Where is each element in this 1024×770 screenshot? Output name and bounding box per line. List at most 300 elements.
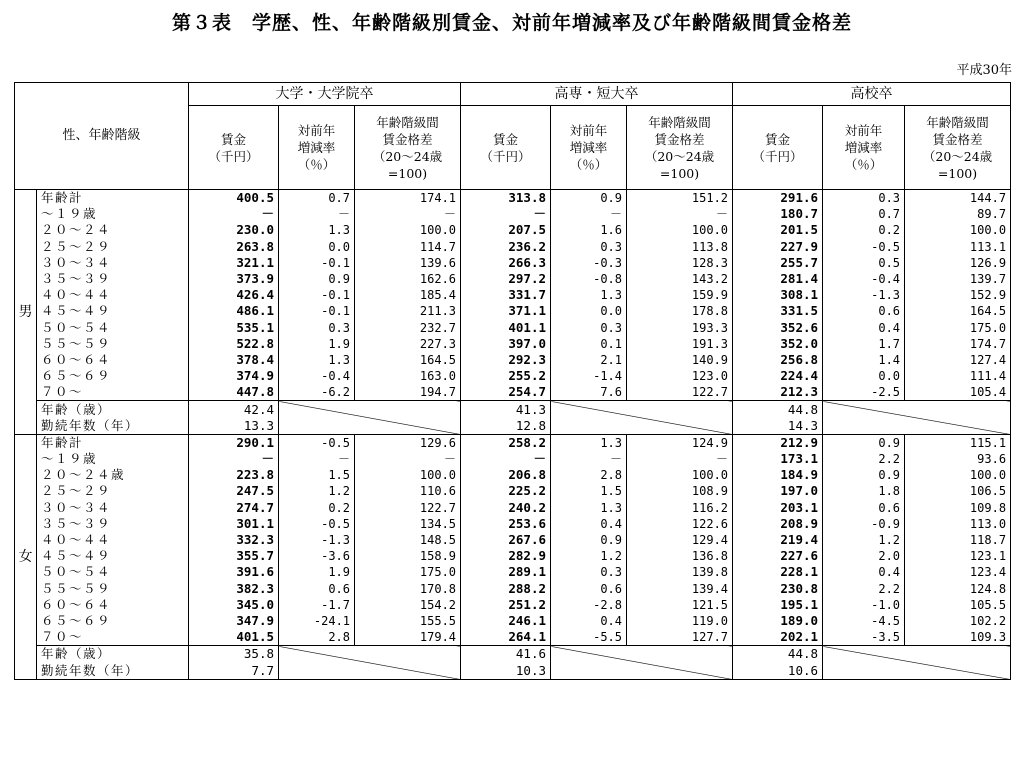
age-value: 41.3 (461, 401, 551, 418)
table-cell: -3.6 (279, 548, 355, 564)
sex-label: 男 (15, 190, 37, 435)
table-row (15, 548, 1011, 564)
table-cell: -0.1 (279, 303, 355, 319)
table-cell: -0.9 (823, 516, 905, 532)
table-cell: 202.1 (733, 629, 823, 646)
diagonal-empty-cell (551, 401, 733, 434)
table-cell: 100.0 (627, 222, 733, 238)
table-cell: -0.1 (279, 287, 355, 303)
age-group-label: ３５～３９ (37, 516, 189, 532)
header-line: 対前年 (297, 123, 336, 138)
age-group-label: ７０～ (37, 384, 189, 401)
table-cell: 225.2 (461, 483, 551, 499)
table-cell: 159.9 (627, 287, 733, 303)
sex-label: 女 (15, 434, 37, 679)
table-cell: -2.8 (551, 597, 627, 613)
table-cell: 247.5 (189, 483, 279, 499)
table-cell: － (279, 206, 355, 222)
table-cell: 0.9 (551, 190, 627, 207)
table-row (15, 564, 1011, 580)
table-cell: 151.2 (627, 190, 733, 207)
table-cell: 111.4 (905, 368, 1011, 384)
header-line: 年齢階級間 (926, 114, 989, 130)
average-age-row (15, 401, 1011, 418)
table-cell: -1.7 (279, 597, 355, 613)
table-row (15, 206, 1011, 222)
table-cell: 0.4 (823, 320, 905, 336)
table-cell: 321.1 (189, 255, 279, 271)
table-cell: 206.8 (461, 467, 551, 483)
age-group-label: ４０～４４ (37, 287, 189, 303)
header-line: 増減率 (569, 140, 608, 155)
table-cell: 292.3 (461, 352, 551, 368)
group-header-university: 大学・大学院卒 (189, 83, 461, 106)
table-cell: 355.7 (189, 548, 279, 564)
table-cell: 127.4 (905, 352, 1011, 368)
table-cell: 118.7 (905, 532, 1011, 548)
table-cell: 255.7 (733, 255, 823, 271)
header-line: 賃金 (221, 131, 247, 147)
table-cell: 1.5 (551, 483, 627, 499)
table-cell: 0.6 (823, 500, 905, 516)
year-label: 平成30年 (956, 63, 1012, 78)
age-label: 年齢（歳） (37, 401, 189, 418)
header-line: （千円） (208, 148, 259, 164)
tenure-label: 勤続年数（年） (37, 418, 189, 435)
table-cell: 173.1 (733, 451, 823, 467)
table-cell: 158.9 (355, 548, 461, 564)
age-group-label: ２５～２９ (37, 239, 189, 255)
table-cell: 535.1 (189, 320, 279, 336)
table-cell: 211.3 (355, 303, 461, 319)
table-row (15, 222, 1011, 238)
table-cell: 2.8 (279, 629, 355, 646)
table-cell: -4.5 (823, 613, 905, 629)
table-cell: 100.0 (355, 467, 461, 483)
table-cell: － (279, 451, 355, 467)
table-cell: -5.5 (551, 629, 627, 646)
table-cell: 228.1 (733, 564, 823, 580)
age-group-label: ３５～３９ (37, 271, 189, 287)
table-cell: － (461, 206, 551, 222)
table-row (15, 303, 1011, 319)
table-cell: 180.7 (733, 206, 823, 222)
table-cell: 251.2 (461, 597, 551, 613)
table-cell: 163.0 (355, 368, 461, 384)
table-cell: 108.9 (627, 483, 733, 499)
table-cell: 109.8 (905, 500, 1011, 516)
age-group-label: ４５～４９ (37, 303, 189, 319)
header-line: （％） (844, 157, 883, 172)
table-cell: 332.3 (189, 532, 279, 548)
table-cell: 212.9 (733, 434, 823, 451)
header-line: （20～24歳 (922, 148, 993, 164)
header-line: （千円） (480, 148, 531, 164)
table-cell: -0.5 (823, 239, 905, 255)
table-cell: 274.7 (189, 500, 279, 516)
table-cell: 254.7 (461, 384, 551, 401)
table-cell: -0.4 (279, 368, 355, 384)
header-line: （20～24歳 (372, 148, 443, 164)
table-cell: 382.3 (189, 581, 279, 597)
table-cell: 2.1 (551, 352, 627, 368)
table-row (15, 500, 1011, 516)
table-cell: 1.2 (279, 483, 355, 499)
table-cell: 352.6 (733, 320, 823, 336)
age-group-label: ６０～６４ (37, 597, 189, 613)
table-cell: -1.3 (823, 287, 905, 303)
diagonal-empty-cell (279, 646, 461, 679)
table-cell: -0.8 (551, 271, 627, 287)
table-cell: 0.4 (551, 613, 627, 629)
table-row (15, 190, 1011, 207)
header-gap (627, 106, 733, 190)
table-cell: 224.4 (733, 368, 823, 384)
table-cell: 263.8 (189, 239, 279, 255)
table-cell: 223.8 (189, 467, 279, 483)
table-cell: 115.1 (905, 434, 1011, 451)
table-cell: 400.5 (189, 190, 279, 207)
table-cell: 139.7 (905, 271, 1011, 287)
table-cell: 0.3 (551, 320, 627, 336)
table-cell: 122.7 (355, 500, 461, 516)
table-cell: 0.5 (823, 255, 905, 271)
table-cell: 134.5 (355, 516, 461, 532)
table-cell: 110.6 (355, 483, 461, 499)
table-cell: 0.6 (823, 303, 905, 319)
header-line: 賃金 (493, 131, 519, 147)
table-cell: 308.1 (733, 287, 823, 303)
table-row (15, 467, 1011, 483)
table-row (15, 384, 1011, 401)
table-cell: 203.1 (733, 500, 823, 516)
table-cell: － (355, 451, 461, 467)
table-cell: 227.3 (355, 336, 461, 352)
table-cell: 2.0 (823, 548, 905, 564)
table-cell: 123.4 (905, 564, 1011, 580)
table-cell: － (627, 206, 733, 222)
table-cell: 116.2 (627, 500, 733, 516)
header-wage (189, 106, 279, 190)
table-cell: － (189, 451, 279, 467)
header-line: （千円） (752, 148, 803, 164)
age-group-label: ３０～３４ (37, 500, 189, 516)
table-cell: 0.4 (823, 564, 905, 580)
age-group-label: ３０～３４ (37, 255, 189, 271)
table-cell: － (627, 451, 733, 467)
table-cell: -3.5 (823, 629, 905, 646)
table-cell: 373.9 (189, 271, 279, 287)
table-cell: 127.7 (627, 629, 733, 646)
corner-header: 性、年齢階級 (15, 83, 189, 190)
table-cell: 194.7 (355, 384, 461, 401)
table-cell: 1.9 (279, 564, 355, 580)
table-cell: 139.8 (627, 564, 733, 580)
table-cell: 121.5 (627, 597, 733, 613)
table-cell: 0.9 (279, 271, 355, 287)
diagonal-empty-cell (551, 646, 733, 679)
table-cell: 1.3 (551, 500, 627, 516)
header-line: 賃金格差 (654, 131, 705, 147)
table-cell: 1.5 (279, 467, 355, 483)
table-cell: -1.0 (823, 597, 905, 613)
page-title: 第３表 学歴、性、年齢階級別賃金、対前年増減率及び年齢階級間賃金格差 (171, 12, 852, 34)
table-cell: 175.0 (905, 320, 1011, 336)
header-wage (733, 106, 823, 190)
table-cell: 232.7 (355, 320, 461, 336)
table-cell: 155.5 (355, 613, 461, 629)
table-cell: 2.2 (823, 581, 905, 597)
table-cell: 371.1 (461, 303, 551, 319)
table-cell: 185.4 (355, 287, 461, 303)
diagonal-empty-cell (279, 401, 461, 434)
header-line: =100) (937, 165, 978, 181)
header-line: 年齢階級間 (648, 114, 711, 130)
table-cell: 1.6 (551, 222, 627, 238)
table-cell: 1.7 (823, 336, 905, 352)
table-row (15, 581, 1011, 597)
table-cell: 178.8 (627, 303, 733, 319)
header-gap (905, 106, 1011, 190)
age-group-label: ～１９歳 (37, 206, 189, 222)
table-cell: 246.1 (461, 613, 551, 629)
average-age-row (15, 646, 1011, 663)
tenure-value: 13.3 (189, 418, 279, 435)
header-wage (461, 106, 551, 190)
table-cell: 193.3 (627, 320, 733, 336)
table-row (15, 255, 1011, 271)
table-cell: -2.5 (823, 384, 905, 401)
header-line: 対前年 (844, 123, 883, 138)
table-cell: -24.1 (279, 613, 355, 629)
table-cell: 522.8 (189, 336, 279, 352)
table-cell: 100.0 (355, 222, 461, 238)
group-header-college: 高専・短大卒 (461, 83, 733, 106)
tenure-value: 10.6 (733, 662, 823, 679)
table-row (15, 368, 1011, 384)
age-group-label: ５０～５４ (37, 564, 189, 580)
table-cell: 426.4 (189, 287, 279, 303)
wage-table (14, 82, 1011, 680)
table-cell: 486.1 (189, 303, 279, 319)
header-line: （％） (297, 157, 336, 172)
group-header-highschool: 高校卒 (733, 83, 1011, 106)
table-cell: 123.1 (905, 548, 1011, 564)
age-label: 年齢（歳） (37, 646, 189, 663)
table-cell: 201.5 (733, 222, 823, 238)
header-change (551, 106, 627, 190)
table-cell: 208.9 (733, 516, 823, 532)
table-cell: 119.0 (627, 613, 733, 629)
table-cell: 345.0 (189, 597, 279, 613)
table-cell: 0.3 (823, 190, 905, 207)
table-cell: 0.7 (823, 206, 905, 222)
table-cell: 129.4 (627, 532, 733, 548)
table-cell: － (551, 206, 627, 222)
table-cell: 236.2 (461, 239, 551, 255)
header-line: 増減率 (844, 140, 883, 155)
table-cell: 0.0 (279, 239, 355, 255)
table-cell: 124.8 (905, 581, 1011, 597)
table-cell: 352.0 (733, 336, 823, 352)
table-cell: 174.1 (355, 190, 461, 207)
table-cell: 191.3 (627, 336, 733, 352)
table-cell: 113.0 (905, 516, 1011, 532)
table-cell: 1.3 (279, 222, 355, 238)
table-cell: 152.9 (905, 287, 1011, 303)
table-cell: -0.1 (279, 255, 355, 271)
table-cell: 164.5 (905, 303, 1011, 319)
table-cell: 100.0 (627, 467, 733, 483)
table-row (15, 352, 1011, 368)
table-cell: 139.6 (355, 255, 461, 271)
table-cell: 256.8 (733, 352, 823, 368)
table-cell: 170.8 (355, 581, 461, 597)
table-cell: 139.4 (627, 581, 733, 597)
table-cell: 230.0 (189, 222, 279, 238)
table-cell: 123.0 (627, 368, 733, 384)
table-cell: -0.3 (551, 255, 627, 271)
table-cell: 143.2 (627, 271, 733, 287)
table-cell: 282.9 (461, 548, 551, 564)
table-cell: 129.6 (355, 434, 461, 451)
header-line: 対前年 (569, 123, 608, 138)
table-cell: 144.7 (905, 190, 1011, 207)
table-cell: -6.2 (279, 384, 355, 401)
table-cell: 1.4 (823, 352, 905, 368)
table-cell: 258.2 (461, 434, 551, 451)
table-cell: 290.1 (189, 434, 279, 451)
table-cell: 0.3 (551, 564, 627, 580)
age-group-label: ６５～６９ (37, 613, 189, 629)
age-group-label: ５０～５４ (37, 320, 189, 336)
header-line: （20～24歳 (644, 148, 715, 164)
tenure-label: 勤続年数（年） (37, 662, 189, 679)
table-row (15, 629, 1011, 646)
table-cell: 297.2 (461, 271, 551, 287)
table-row (15, 532, 1011, 548)
table-cell: 281.4 (733, 271, 823, 287)
table-cell: -1.4 (551, 368, 627, 384)
age-group-label: ６５～６９ (37, 368, 189, 384)
table-cell: 0.0 (551, 303, 627, 319)
table-cell: -0.5 (279, 434, 355, 451)
table-cell: 197.0 (733, 483, 823, 499)
table-row (15, 613, 1011, 629)
tenure-value: 7.7 (189, 662, 279, 679)
tenure-value: 12.8 (461, 418, 551, 435)
table-cell: 0.4 (551, 516, 627, 532)
table-cell: 122.7 (627, 384, 733, 401)
table-cell: 374.9 (189, 368, 279, 384)
table-cell: 240.2 (461, 500, 551, 516)
age-group-label: ２０～２４歳 (37, 467, 189, 483)
table-cell: 0.6 (279, 581, 355, 597)
table-cell: 105.5 (905, 597, 1011, 613)
table-cell: 114.7 (355, 239, 461, 255)
table-cell: 179.4 (355, 629, 461, 646)
tenure-value: 10.3 (461, 662, 551, 679)
table-cell: 1.3 (551, 434, 627, 451)
table-cell: 140.9 (627, 352, 733, 368)
table-cell: 313.8 (461, 190, 551, 207)
table-row (15, 451, 1011, 467)
table-cell: 0.3 (551, 239, 627, 255)
table-cell: 207.5 (461, 222, 551, 238)
table-cell: 1.3 (279, 352, 355, 368)
table-cell: － (461, 451, 551, 467)
table-cell: 0.7 (279, 190, 355, 207)
table-cell: 0.6 (551, 581, 627, 597)
table-cell: 1.2 (823, 532, 905, 548)
age-value: 35.8 (189, 646, 279, 663)
age-group-label: ６０～６４ (37, 352, 189, 368)
table-cell: 113.8 (627, 239, 733, 255)
table-cell: 122.6 (627, 516, 733, 532)
table-row (15, 336, 1011, 352)
header-line: 年齢階級間 (376, 114, 439, 130)
table-cell: 397.0 (461, 336, 551, 352)
header-change (279, 106, 355, 190)
header-gap (355, 106, 461, 190)
table-cell: 109.3 (905, 629, 1011, 646)
tenure-value: 14.3 (733, 418, 823, 435)
table-cell: 164.5 (355, 352, 461, 368)
table-cell: 175.0 (355, 564, 461, 580)
age-group-label: ４５～４９ (37, 548, 189, 564)
table-cell: 219.4 (733, 532, 823, 548)
table-cell: － (355, 206, 461, 222)
table-cell: 291.6 (733, 190, 823, 207)
header-change (823, 106, 905, 190)
table-cell: 401.1 (461, 320, 551, 336)
table-cell: 100.0 (905, 467, 1011, 483)
table-row (15, 320, 1011, 336)
age-group-label: ７０～ (37, 629, 189, 646)
table-cell: 162.6 (355, 271, 461, 287)
table-cell: 264.1 (461, 629, 551, 646)
table-cell: 347.9 (189, 613, 279, 629)
table-cell: 378.4 (189, 352, 279, 368)
table-cell: 154.2 (355, 597, 461, 613)
table-cell: 253.6 (461, 516, 551, 532)
age-group-label: 年齢計 (37, 190, 189, 207)
table-cell: 184.9 (733, 467, 823, 483)
table-cell: 0.1 (551, 336, 627, 352)
table-cell: 1.3 (551, 287, 627, 303)
age-group-label: ～１９歳 (37, 451, 189, 467)
table-row (15, 239, 1011, 255)
table-cell: 288.2 (461, 581, 551, 597)
age-value: 41.6 (461, 646, 551, 663)
table-row (15, 516, 1011, 532)
table-cell: 2.2 (823, 451, 905, 467)
table-cell: 1.2 (551, 548, 627, 564)
table-cell: 255.2 (461, 368, 551, 384)
age-group-label: 年齢計 (37, 434, 189, 451)
table-cell: 7.6 (551, 384, 627, 401)
table-cell: 0.9 (823, 434, 905, 451)
age-value: 44.8 (733, 646, 823, 663)
diagonal-empty-cell (823, 401, 1011, 434)
table-cell: 1.8 (823, 483, 905, 499)
table-cell: -0.5 (279, 516, 355, 532)
header-line: 賃金格差 (932, 131, 983, 147)
table-row (15, 483, 1011, 499)
table-row (15, 287, 1011, 303)
table-cell: 102.2 (905, 613, 1011, 629)
table-cell: 301.1 (189, 516, 279, 532)
